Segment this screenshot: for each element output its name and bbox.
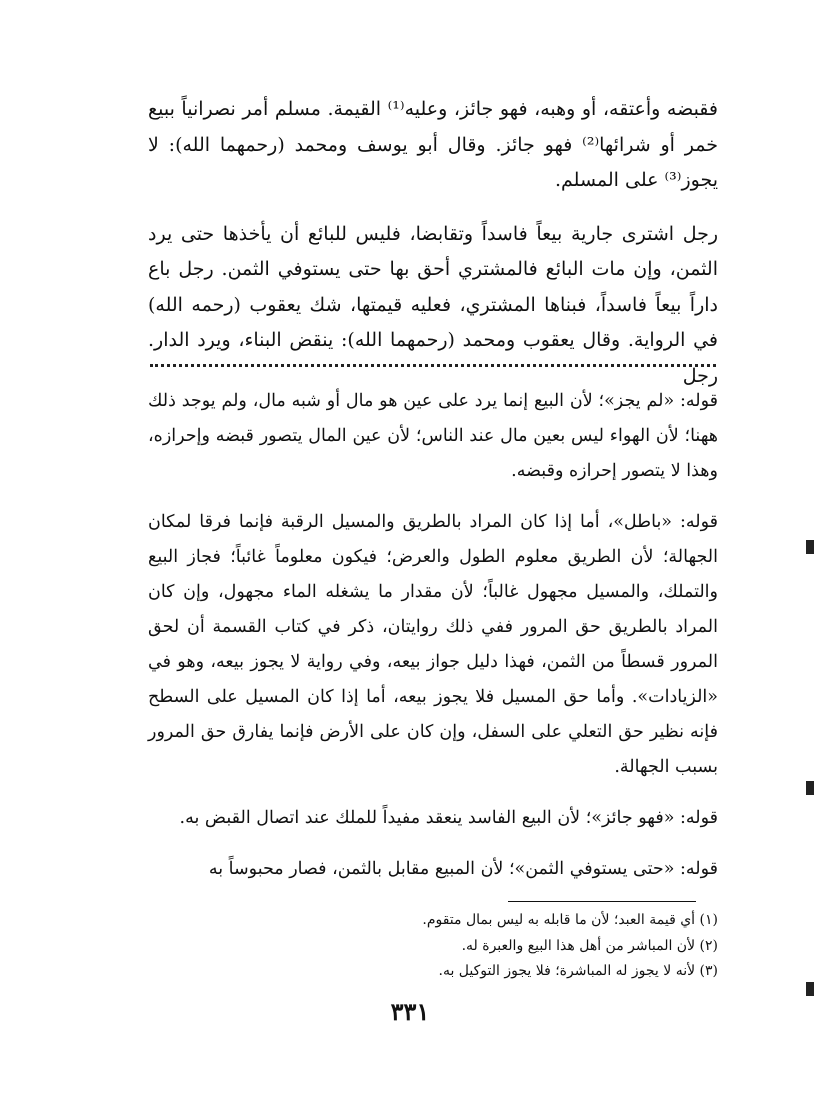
- footnote-rule: [508, 901, 696, 902]
- scan-edge-mark: [806, 982, 814, 996]
- footnote-1: (١) أي قيمة العبد؛ لأن ما قابله به ليس بمال متقوم.: [422, 912, 718, 928]
- commentary-paragraph-1: قوله: «لم يجز»؛ لأن البيع إنما يرد على عين هو مال أو شبه مال، ولم يوجد ذلك ههنا؛ لأن الهواء ليس بعين مال عند الناس؛ لأن عين المال يتصور قبضه وإحرازه، وهذا لا يتصور إحرازه وقبضه.: [148, 391, 718, 481]
- scan-edge-mark: [806, 781, 814, 795]
- page-number: ٣٣١: [390, 997, 430, 1026]
- commentary-paragraph-4: قوله: «حتى يستوفي الثمن»؛ لأن المبيع مقابل بالثمن، فصار محبوساً به: [208, 859, 718, 879]
- main-paragraph-2: رجل اشترى جارية بيعاً فاسداً وتقابضا، فليس للبائع أن يأخذها حتى يرد الثمن، وإن مات البائع فالمشتري أحق بها حتى يستوفي الثمن. رجل باع داراً بيعاً فاسداً، فبناها المشتري، فعليه قيمتها، شك يعقوب (رحمه الله) في الرواية. وقال يعقوب ومحمد (رحمهما الله): ينقض البناء، ويرد الدار. رجل: [148, 222, 718, 387]
- scan-edge-mark: [806, 540, 814, 554]
- footnote-2: (٢) لأن المباشر من أهل هذا البيع والعبرة له.: [461, 937, 718, 954]
- commentary-paragraph-2: قوله: «باطل»، أما إذا كان المراد بالطريق والمسيل الرقبة فإنما فرقا لمكان الجهالة؛ لأن الطريق معلوم الطول والعرض؛ فيكون معلوماً غائباً؛ فجاز البيع والتملك، والمسيل مجهول غالباً؛ لأن مقدار ما يشغله الماء مجهول، وإن كان المراد بالطريق حق المرور ففي ذلك روايتان، ذكر في كتاب القسمة أن لحق المرور قسطاً من الثمن، فهذا دليل جواز بيعه، وفي رواية لا يجوز بيعه، وهو في «الزيادات». وأما حق المسيل فلا يجوز بيعه، أما إذا كان المسيل على السطح فإنه نظير حق التعلي على السفل، وإن كان على الأرض فإنما يفارق حق المرور بسبب الجهالة.: [148, 512, 718, 777]
- main-paragraph-1: فقبضه وأعتقه، أو وهبه، فهو جائز، وعليه⁽¹⁾ القيمة. مسلم أمر نصرانياً ببيع خمر أو شرائها⁽²⁾ فهو جائز. وقال أبو يوسف ومحمد (رحمهما الله): لا يجوز⁽³⁾ على المسلم.: [148, 98, 718, 191]
- dotted-separator: [150, 364, 716, 367]
- footnote-3: (٣) لأنه لا يجوز له المباشرة؛ فلا يجوز التوكيل به.: [438, 963, 718, 979]
- footnotes: [148, 908, 718, 985]
- commentary-paragraph-3: قوله: «فهو جائز»؛ لأن البيع الفاسد ينعقد مفيداً للملك عند اتصال القبض به.: [179, 808, 718, 828]
- commentary-text: [148, 384, 718, 903]
